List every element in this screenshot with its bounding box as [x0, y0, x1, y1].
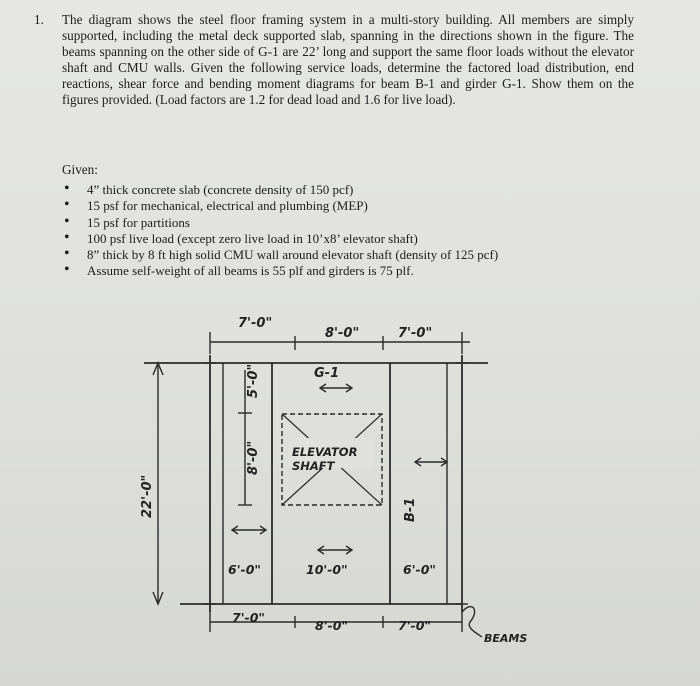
bottom-dim-left: 7'-0": [232, 610, 265, 625]
left-dim-mid: 8'-0": [246, 440, 261, 475]
left-dim-upper: 5'-0": [246, 363, 261, 398]
given-heading: Given:: [62, 162, 98, 177]
top-dim-right: 7'-0": [398, 326, 433, 341]
given-item-live-load: • 100 psf live load (except zero live load in 10’x8’ elevator shaft): [62, 231, 622, 247]
beam-label: B-1: [403, 497, 418, 522]
span-middle: 10'-0": [306, 562, 348, 577]
bottom-dim-middle: 8'-0": [315, 618, 348, 633]
span-right: 6'-0": [403, 562, 436, 577]
shaft-label-line2: SHAFT: [292, 459, 335, 473]
beams-label: BEAMS: [484, 632, 528, 645]
given-item-partitions: • 15 psf for partitions: [62, 215, 622, 231]
given-item-cmu-wall: • 8” thick by 8 ft high solid CMU wall around elevator shaft (density of 125 pcf): [62, 247, 622, 263]
left-dim-total: 22'-0": [140, 474, 155, 518]
bottom-dim-right: 7'-0": [398, 618, 431, 633]
top-dim-middle: 8'-0": [325, 326, 360, 341]
problem-number: 1.: [34, 12, 44, 27]
given-item-mep: • 15 psf for mechanical, electrical and plumbing (MEP): [62, 198, 622, 214]
girder-label: G-1: [314, 366, 340, 381]
span-left: 6'-0": [228, 562, 261, 577]
given-item-self-weight: • Assume self-weight of all beams is 55 plf and girders is 75 plf.: [62, 263, 622, 279]
top-dim-left: 7'-0": [238, 316, 273, 331]
problem-text: The diagram shows the steel floor framing system in a multi-story building. All members are simply supported, including the metal deck supported slab, spanning in the directions shown in the figure. The beams spanning on the other side of G-1 are 22’ long and support the same floor loads without the elevator shaft and CMU walls. Given the following service loads, determine the factored load distribution, end reactions, shear force and bending moment diagrams for beam B-1 and girder G-1. Show them on the figures provided. (Load factors are 1.2 for dead load and 1.6 for live load).: [62, 12, 634, 108]
shaft-label-line1: ELEVATOR: [292, 445, 358, 459]
given-item-slab: • 4” thick concrete slab (concrete density of 150 pcf): [62, 182, 622, 198]
